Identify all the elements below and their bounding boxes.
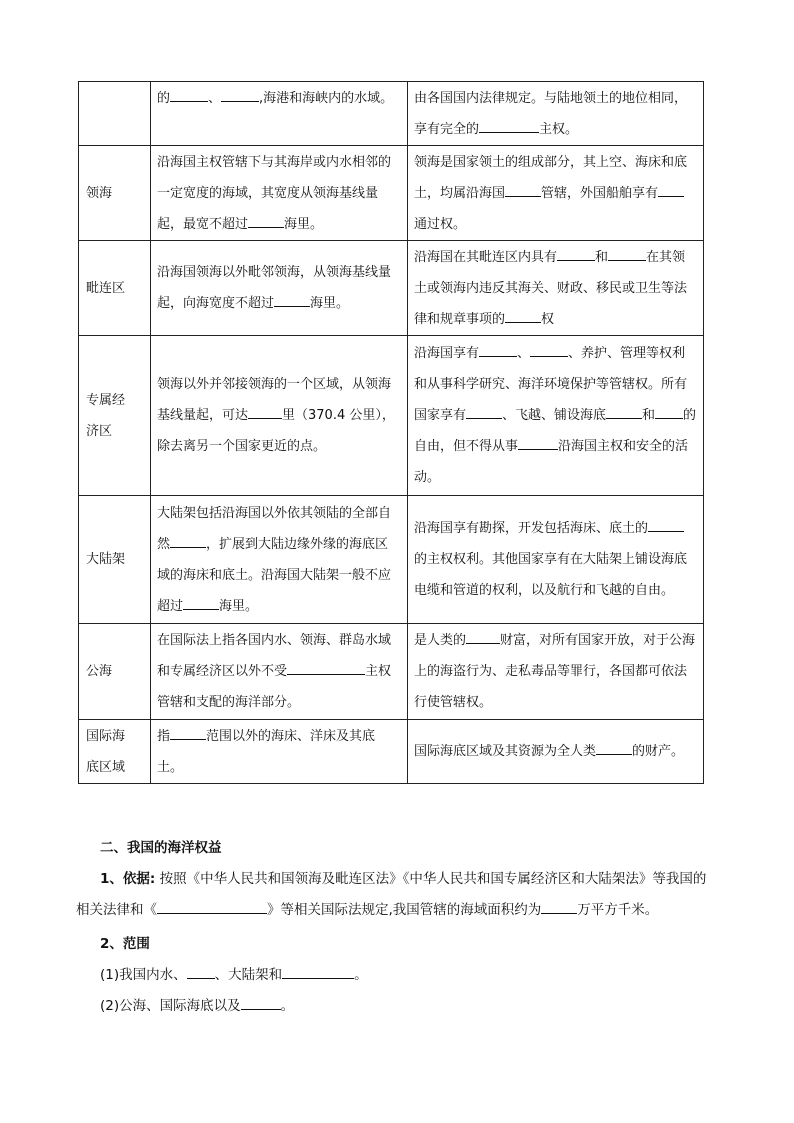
- blank[interactable]: [248, 213, 284, 228]
- blank[interactable]: [466, 629, 500, 644]
- table-row: [79, 496, 704, 624]
- blank[interactable]: [658, 182, 684, 197]
- section-heading: 二、我国的海洋权益: [100, 840, 222, 856]
- basis-paragraph: 1、依据: 按照《中华人民共和国领海及毗连区法》《中华人民共和国专属经济区和大陆架法》等我国的相关法律和《 》等相关国际法规定,我国管辖的海域面积约为 万平方千米。: [76, 871, 707, 918]
- blank[interactable]: [479, 118, 539, 133]
- blank[interactable]: [187, 964, 215, 979]
- blank[interactable]: [221, 87, 259, 102]
- table-row: [79, 720, 704, 784]
- status-cell: 沿海国享有 、 、养护、管理等权利和从事科学研究、海洋环境保护等管辖权。所有国家享有 、飞越、铺设海底 和 的自由，但不得从事 沿海国主权和安全的活动。: [408, 336, 704, 496]
- blank[interactable]: [479, 342, 517, 357]
- blank[interactable]: [466, 404, 502, 419]
- blank[interactable]: [274, 292, 310, 307]
- blank[interactable]: [655, 404, 683, 419]
- term-cell: 专属经 济区: [79, 336, 151, 496]
- blank[interactable]: [608, 246, 646, 261]
- status-cell: 沿海国在其毗连区内具有 和 在其领土或领海内违反其海关、财政、移民或卫生等法律和规章事项的 权: [408, 241, 704, 336]
- blank[interactable]: [541, 899, 577, 914]
- table-row: [79, 241, 704, 336]
- status-cell: 是人类的 财富，对所有国家开放，对于公海上的海盗行为、走私毒品等罪行，各国都可依法行使管辖权。: [408, 624, 704, 720]
- blank[interactable]: [530, 342, 568, 357]
- term-cell: 国际海 底区域: [79, 720, 151, 784]
- blank[interactable]: [183, 595, 219, 610]
- table-row: [79, 336, 704, 496]
- status-cell: 由各国国内法律规定。与陆地领土的地位相同，享有完全的 主权。: [408, 82, 704, 146]
- blank[interactable]: [648, 517, 684, 532]
- maritime-zones-table: [78, 81, 704, 784]
- term-cell: 毗连区: [79, 241, 151, 336]
- blank[interactable]: [170, 533, 206, 548]
- scope-item-2: (2)公海、国际海底以及 。: [100, 991, 294, 1022]
- blank[interactable]: [518, 435, 558, 450]
- status-cell: 国际海底区域及其资源为全人类 的财产。: [408, 720, 704, 784]
- blank[interactable]: [505, 308, 541, 323]
- blank[interactable]: [606, 404, 642, 419]
- definition-cell: 在国际法上指各国内水、领海、群岛水域和专属经济区以外不受 主权管辖和支配的海洋部分。: [151, 624, 408, 720]
- scope-item-1: (1)我国内水、 、大陆架和 。: [100, 960, 368, 991]
- status-cell: 领海是国家领土的组成部分，其上空、海床和底土，均属沿海国 管辖，外国船舶享有通过权。: [408, 146, 704, 241]
- definition-cell: 沿海国领海以外毗邻领海，从领海基线量起，向海宽度不超过 海里。: [151, 241, 408, 336]
- status-cell: 沿海国享有勘探，开发包括海床、底土的的主权权利。其他国家享有在大陆架上铺设海底电缆和管道的权利，以及航行和飞越的自由。: [408, 496, 704, 624]
- blank[interactable]: [505, 182, 541, 197]
- blank[interactable]: [170, 725, 206, 740]
- blank[interactable]: [596, 740, 632, 755]
- table-row: [79, 624, 704, 720]
- definition-cell: 沿海国主权管辖下与其海岸或内水相邻的一定宽度的海域，其宽度从领海基线量起，最宽不超过 海里。: [151, 146, 408, 241]
- blank[interactable]: [170, 87, 208, 102]
- blank[interactable]: [557, 246, 595, 261]
- term-cell: 领海: [79, 146, 151, 241]
- blank[interactable]: [241, 995, 281, 1010]
- scope-heading: 2、范围: [100, 936, 150, 952]
- term-cell: 大陆架: [79, 496, 151, 624]
- definition-cell: 的 、 ,海港和海峡内的水域。: [151, 82, 408, 146]
- blank[interactable]: [287, 660, 365, 675]
- term-cell: [79, 82, 151, 146]
- definition-cell: 指 范围以外的海床、洋床及其底土。: [151, 720, 408, 784]
- blank[interactable]: [282, 964, 354, 979]
- definition-cell: 大陆架包括沿海国以外依其领陆的全部自然 ，扩展到大陆边缘外缘的海底区域的海床和底土。沿海国大陆架一般不应超过 海里。: [151, 496, 408, 624]
- definition-cell: 领海以外并邻接领海的一个区域，从领海基线量起，可达 里（370.4 公里），除去离另一个国家更近的点。: [151, 336, 408, 496]
- term-cell: 公海: [79, 624, 151, 720]
- blank[interactable]: [157, 899, 267, 914]
- blank[interactable]: [248, 404, 282, 419]
- table-row: [79, 146, 704, 241]
- table-row: [79, 82, 704, 146]
